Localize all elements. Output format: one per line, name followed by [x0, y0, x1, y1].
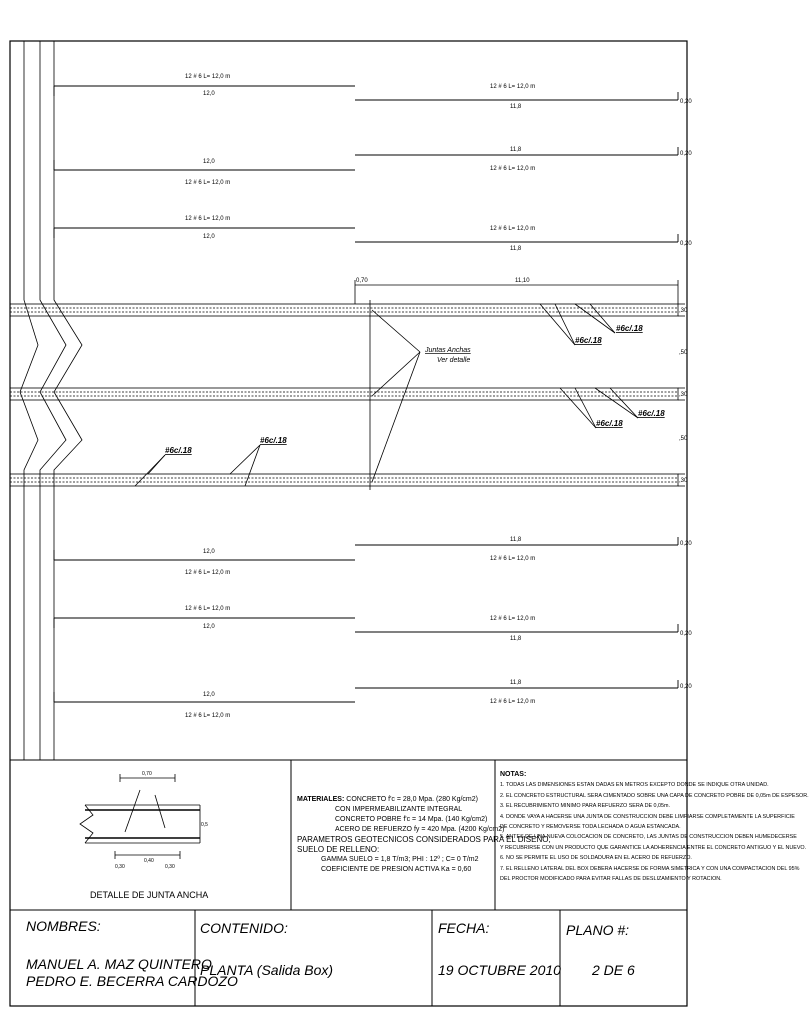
dimension-label: 0,70 [142, 771, 152, 777]
dimension-label: 0,20 [680, 241, 692, 247]
bar-label: 12 # 6 L= 12,0 m [185, 216, 231, 222]
bar-label: 12 # 6 L= 12,0 m [185, 74, 231, 80]
rebar-callouts [165, 324, 665, 455]
bar-label: 12 # 6 L= 12,0 m [490, 556, 536, 562]
bar-label: 12 # 6 L= 12,0 m [490, 699, 536, 705]
bar-label: 12 # 6 L= 12,0 m [490, 616, 536, 622]
author-name: PEDRO E. BECERRA CARDOZO [26, 973, 238, 989]
plan-label: PLANO #: [566, 922, 630, 938]
note-item: 4. DONDE VAYA A HACERSE UNA JUNTA DE CONSTRUCCION DEBE LIMPIARSE COMPLETAMENTE LA SUPERFICIE [500, 813, 795, 820]
top-rebar-labels [185, 74, 692, 252]
dimension-label: ,30 [679, 392, 688, 398]
bar-label: 12 # 6 L= 12,0 m [185, 606, 231, 612]
content-value: PLANTA (Salida Box) [200, 962, 334, 978]
bottom-rebars [54, 537, 678, 702]
dimension-label: ,50 [679, 436, 688, 442]
dimension-label: 0,70 [356, 278, 368, 284]
length-label: 11,8 [510, 147, 522, 153]
length-label: 12,0 [203, 624, 215, 630]
dimension-label: 0,20 [680, 541, 692, 547]
dimension-label: 0,20 [680, 99, 692, 105]
juntas-sublabel: Ver detalle [437, 357, 471, 364]
length-label: 12,0 [203, 159, 215, 165]
content-label: CONTENIDO: [200, 920, 288, 936]
top-rebars [54, 86, 678, 242]
detail-title: DETALLE DE JUNTA ANCHA [90, 890, 209, 900]
juntas-label: Juntas Anchas [425, 347, 471, 354]
rebar-callout: #6c/.18 [596, 419, 623, 428]
note-item: Y RECUBRIRSE CON UN PRODUCTO QUE GARANTICE LA ADHERENCIA ENTRE EL CONCRETO ANTIGUO Y EL NUEVO. [500, 844, 807, 851]
length-label: 12,0 [203, 549, 215, 555]
note-item: 3. EL RECUBRIMIENTO MINIMO PARA REFUERZO SERA DE 0,05m. [500, 803, 671, 810]
materials-heading: MATERIALES: [297, 796, 345, 803]
notes-block [500, 770, 809, 884]
dimension-label: 0,20 [680, 151, 692, 157]
break-lines [20, 41, 82, 760]
length-label: 11,8 [510, 537, 522, 543]
dimension-label: 0,20 [680, 631, 692, 637]
names-label: NOMBRES: [26, 918, 101, 934]
materials-line: CONCRETO f'c = 28,0 Mpa. (280 Kg/cm2) [346, 796, 478, 803]
params-line: COEFICIENTE DE PRESION ACTIVA Ka = 0,60 [321, 866, 472, 873]
note-item: 5. ANTES DE UNA NUEVA COLOCACION DE CONCRETO, LAS JUNTAS DE CONSTRUCCION DEBEN HUMEDECERSE [500, 834, 797, 841]
length-label: 11,8 [510, 680, 522, 686]
length-label: 11,8 [510, 104, 522, 110]
length-label: 11,8 [510, 246, 522, 252]
dimension-label: 0,30 [165, 864, 175, 870]
wall-dimensions [356, 278, 688, 484]
materials-line: ACERO DE REFUERZO fy = 420 Mpa. (4200 Kg/cm2) [335, 826, 505, 833]
length-label: 12,0 [203, 91, 215, 97]
length-label: 11,8 [510, 636, 522, 642]
plan-value: 2 DE 6 [592, 962, 635, 978]
box-walls [10, 280, 685, 490]
dimension-label: ,30 [679, 478, 688, 484]
rebar-callout: #6c/.18 [260, 436, 287, 445]
bar-label: 12 # 6 L= 12,0 m [185, 713, 231, 719]
author-name: MANUEL A. MAZ QUINTERO [26, 956, 212, 972]
rebar-callout: #6c/.18 [616, 324, 643, 333]
bar-label: 12 # 6 L= 12,0 m [490, 226, 536, 232]
params-heading: SUELO DE RELLENO: [297, 845, 380, 854]
length-label: 12,0 [203, 234, 215, 240]
juntas-callout [424, 347, 471, 364]
rebar-callout: #6c/.18 [638, 409, 665, 418]
joint-detail [80, 774, 200, 859]
bar-label: 12 # 6 L= 12,0 m [185, 570, 231, 576]
materials-line: CONCRETO POBRE f'c = 14 Mpa. (140 Kg/cm2) [335, 816, 488, 823]
dimension-label: 11,10 [515, 278, 530, 284]
dimension-label: 0,5 [201, 822, 208, 828]
note-item: 7. EL RELLENO LATERAL DEL BOX DEBERA HACERSE DE FORMA SIMETRICA Y CON UNA COMPACTACION DEL 95% [500, 865, 800, 872]
dimension-label: ,50 [679, 350, 688, 356]
dimension-label: ,30 [679, 308, 688, 314]
note-item: 6. NO SE PERMITE EL USO DE SOLDADURA EN EL ACERO DE REFUERZO. [500, 855, 692, 862]
note-item: DE CONCRETO Y REMOVERSE TODA LECHADA O AGUA ESTANCADA. [500, 824, 681, 831]
dimension-label: 0,40 [144, 858, 154, 864]
dimension-label: 0,30 [115, 864, 125, 870]
params-line: GAMMA SUELO = 1,8 T/m3; PHI : 12º ; C= 0 T/m2 [321, 856, 479, 863]
rebar-callout: #6c/.18 [575, 336, 602, 345]
params-heading: PARAMETROS GEOTECNICOS CONSIDERADOS PARA EL DISEÑO, [297, 835, 551, 844]
bottom-rebar-labels [185, 537, 692, 719]
dimension-label: 0,20 [680, 684, 692, 690]
note-item: 2. EL CONCRETO ESTRUCTURAL SERA CIMENTADO SOBRE UNA CAPA DE CONCRETO POBRE DE 0,05m DE ESPESOR. [500, 792, 809, 799]
length-label: 12,0 [203, 692, 215, 698]
materials-line: CON IMPERMEABILIZANTE INTEGRAL [335, 806, 463, 813]
rebar-callout: #6c/.18 [165, 446, 192, 455]
date-label: FECHA: [438, 920, 490, 936]
date-value: 19 OCTUBRE 2010 [438, 962, 561, 978]
notes-heading: NOTAS: [500, 771, 527, 778]
note-item: 1. TODAS LAS DIMENSIONES ESTAN DADAS EN METROS EXCEPTO DONDE SE INDIQUE OTRA UNIDAD. [500, 782, 769, 789]
bar-label: 12 # 6 L= 12,0 m [490, 166, 536, 172]
note-item: DEL PROCTOR MODIFICADO PARA EVITAR FALLAS DE DESLIZAMIENTO Y ROTACION. [500, 876, 722, 883]
bar-label: 12 # 6 L= 12,0 m [490, 84, 536, 90]
bar-label: 12 # 6 L= 12,0 m [185, 180, 231, 186]
